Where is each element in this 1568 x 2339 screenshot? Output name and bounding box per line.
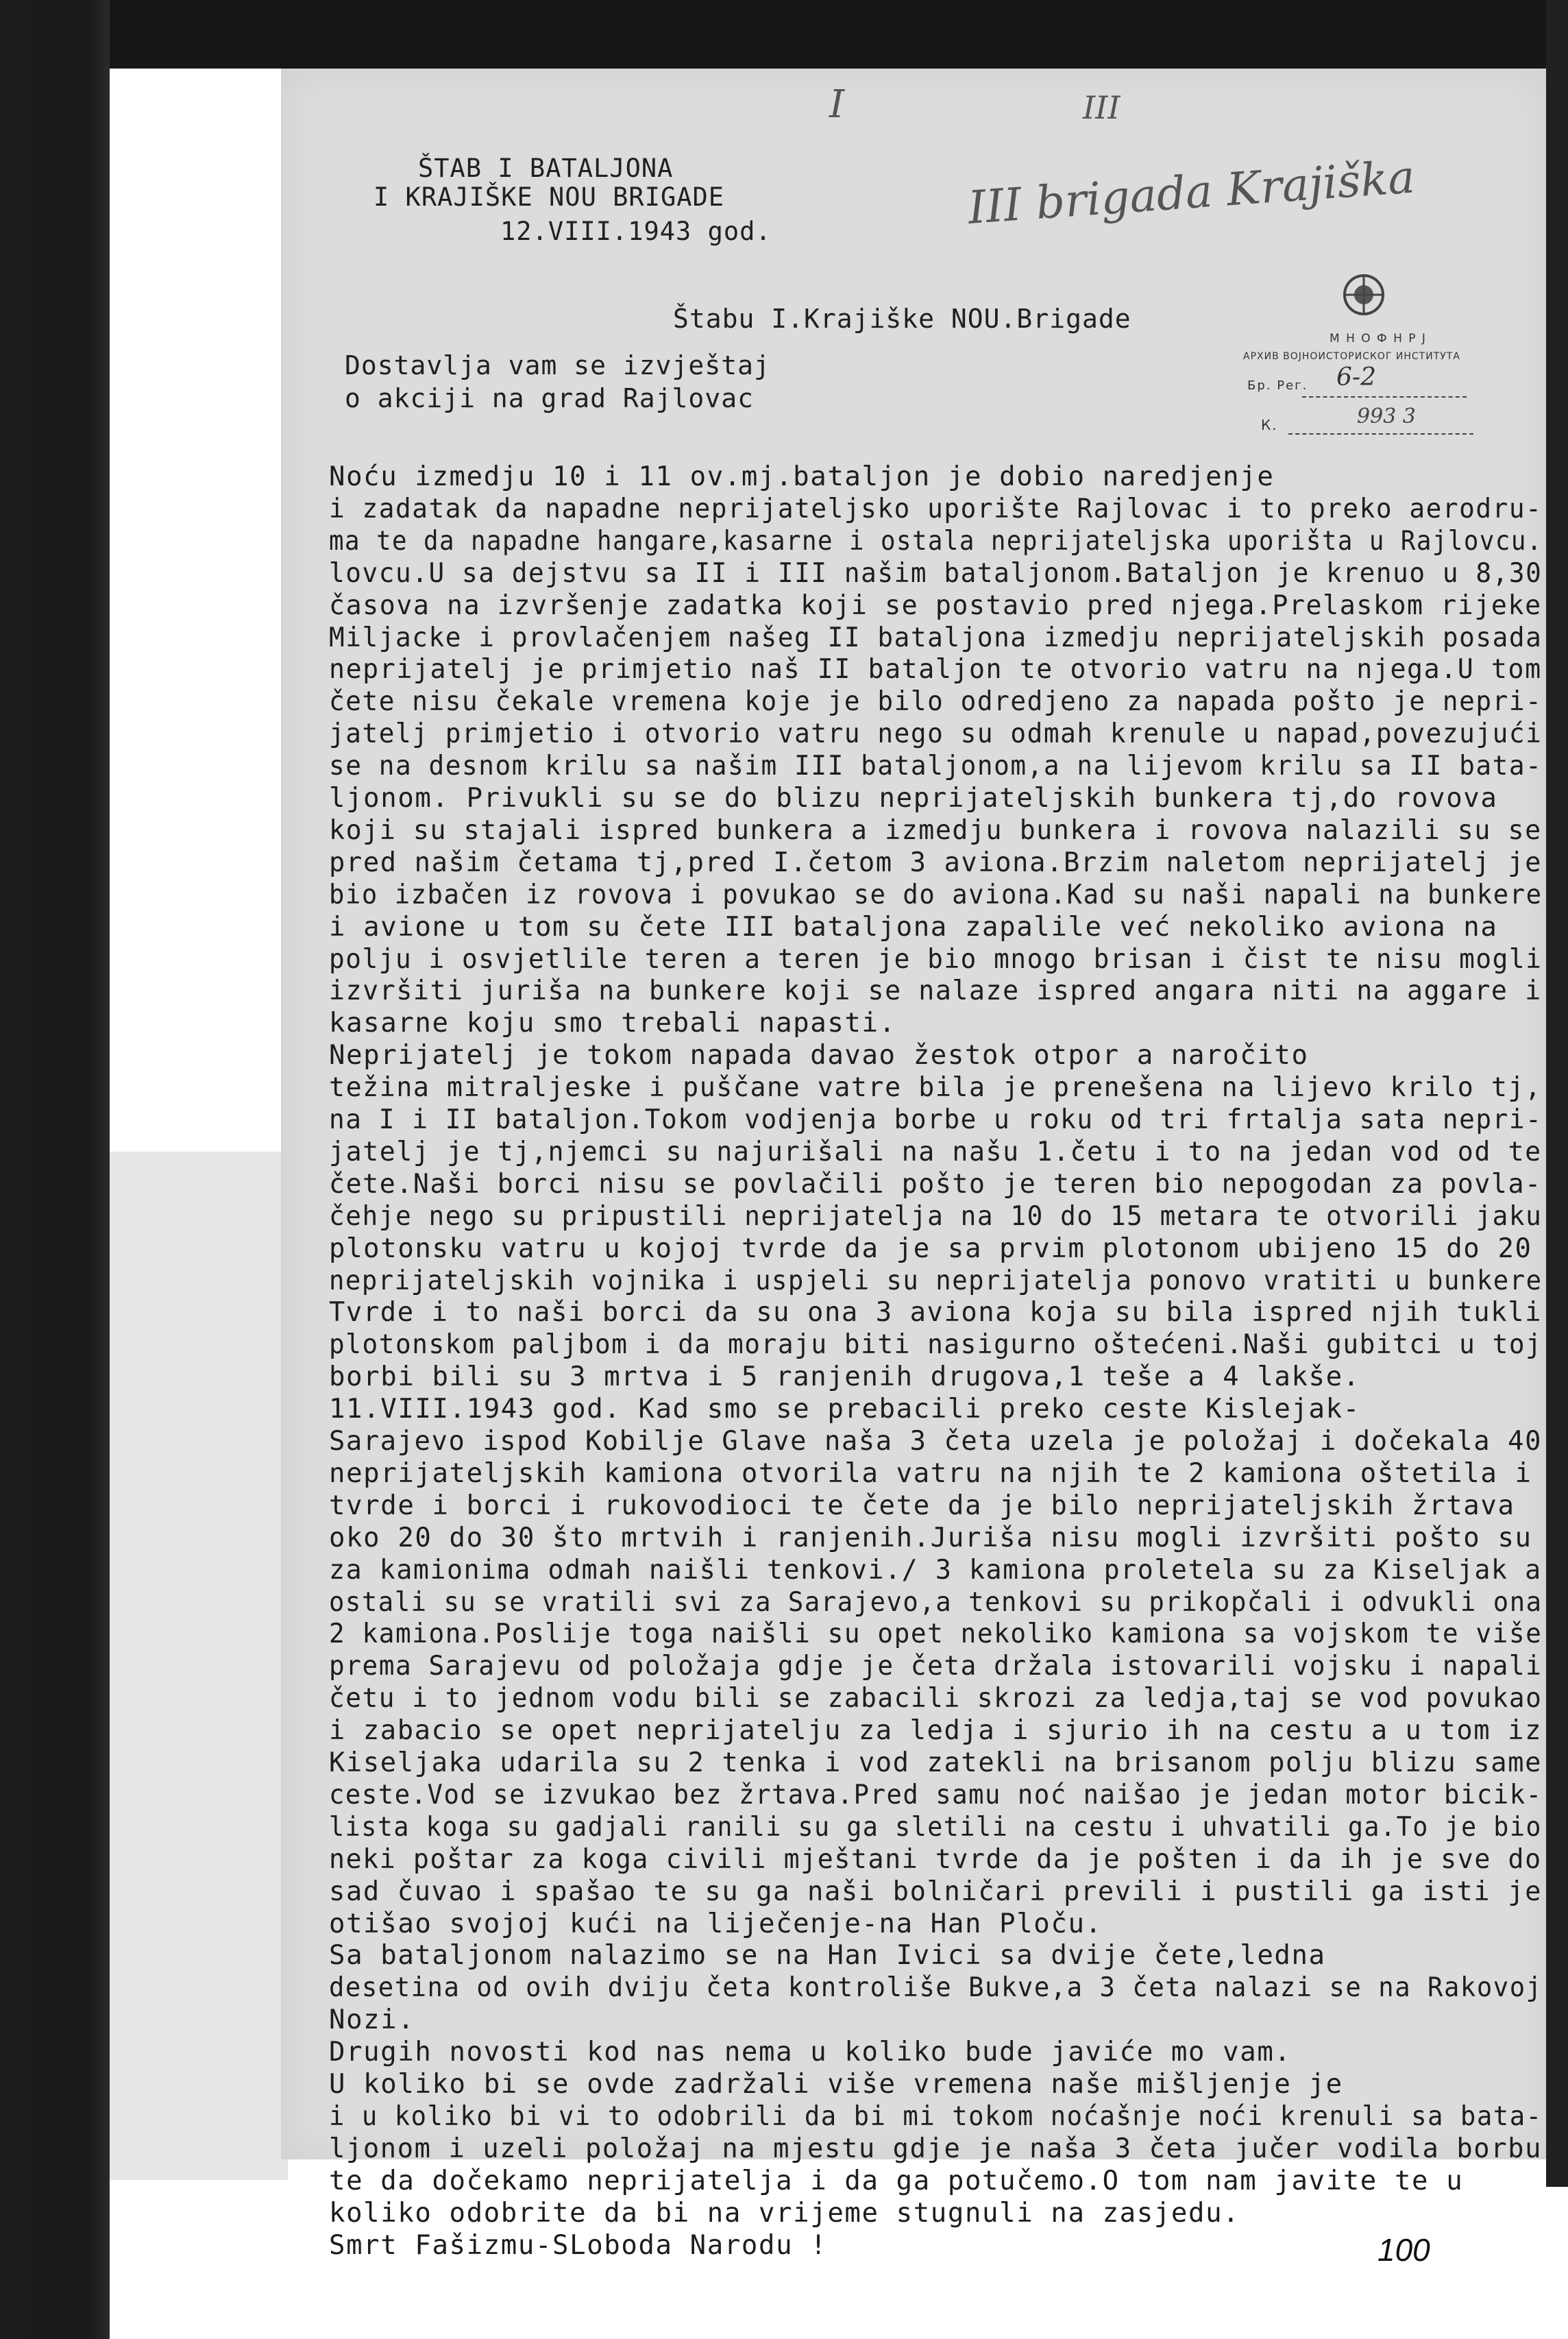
report-line: U koliko bi se ovde zadržali više vremena naše mišljenje je bbox=[329, 2069, 1343, 2100]
report-line: jatelj je tj,njemci su najurišali na našu 1.četu i to na jedan vod od te bbox=[329, 1136, 1542, 1167]
report-line: Sa bataljonom nalazimo se na Han Ivici sa dvije čete,ledna bbox=[329, 1940, 1326, 1972]
report-line: ma te da napadne hangare,kasarne i ostala neprijateljska uporišta u Rajlovcu. bbox=[329, 525, 1543, 557]
stamp-reg-value: 6-2 bbox=[1336, 363, 1376, 391]
report-line: te da dočekamo neprijatelja i da ga potučemo.O tom nam javite te u bbox=[329, 2165, 1464, 2196]
adjacent-page-edge bbox=[110, 1152, 288, 2180]
report-line: časova na izvršenje zadatka koji se postavio pred njega.Prelaskom rijeke bbox=[329, 590, 1542, 621]
report-line: se na desnom krilu sa našim III bataljonom,a na lijevom krilu sa II bata- bbox=[329, 751, 1543, 782]
report-line: ljonom i uzeli položaj na mjestu gdje je naša 3 četa jučer vodila borbu bbox=[329, 2133, 1543, 2164]
handwritten-note: III brigada Krajiška bbox=[966, 150, 1417, 234]
report-line: tvrde i borci i rukovodioci te čete da je bilo neprijateljskih žrtava bbox=[329, 1490, 1515, 1521]
report-line: težina mitraljeske i puščane vatre bila je prenešena na lijevo krilo tj, bbox=[329, 1072, 1542, 1104]
report-line: ostali su se vratili svi za Sarajevo,a tenkovi su prikopčali i odvukli ona bbox=[329, 1586, 1543, 1618]
stamp-emblem-icon bbox=[1330, 260, 1412, 329]
report-line: kasarne koju smo trebali napasti. bbox=[329, 1008, 896, 1039]
report-line: plotonskom paljbom i da moraju biti nasigurno oštećeni.Naši gubitci u toj bbox=[329, 1329, 1543, 1361]
addressee: Štabu I.Krajiške NOU.Brigade bbox=[673, 304, 1131, 334]
report-line: Smrt Fašizmu-SLoboda Narodu ! bbox=[329, 2229, 828, 2261]
stamp-k-value: 993 3 bbox=[1357, 404, 1416, 428]
report-line: izvršiti juriša na bunkere koji se nalaze ispred angara niti na aggare i bbox=[329, 975, 1542, 1007]
report-line: neki poštar za koga civili mještani tvrde da je pošten i da ih je sve do bbox=[329, 1843, 1542, 1875]
stamp-line-1: М Н О Ф Н Р Ј bbox=[1330, 332, 1427, 346]
scan-border-top bbox=[0, 0, 1568, 69]
stamp-reg-label: Бр. Рег. bbox=[1247, 378, 1308, 393]
report-line: neprijateljskih vojnika i uspjeli su neprijatelja ponovo vratiti u bunkere bbox=[329, 1265, 1543, 1296]
report-line: Neprijatelj je tokom napada davao žestok otpor a naročito bbox=[329, 1040, 1309, 1071]
report-line: koji su stajali ispred bunkera a izmedju bunkera i rovova nalazili su se bbox=[329, 814, 1542, 846]
report-line: Noću izmedju 10 i 11 ov.mj.bataljon je dobio naredjenje bbox=[329, 461, 1275, 492]
report-line: borbi bili su 3 mrtva i 5 ranjenih drugova,1 teše a 4 lakše. bbox=[329, 1361, 1360, 1393]
subject-line-1: Dostavlja vam se izvještaj bbox=[345, 350, 770, 380]
report-line: ljonom. Privukli su se do blizu neprijateljskih bunkera tj,do rovova bbox=[329, 783, 1498, 814]
header-date: 12.VIII.1943 god. bbox=[500, 217, 772, 246]
report-line: Nozi. bbox=[329, 2004, 415, 2036]
archive-stamp bbox=[1240, 260, 1501, 452]
page-number: 100 bbox=[1377, 2232, 1430, 2268]
handwritten-mark-1: I bbox=[829, 82, 845, 127]
stamp-line-2: АРХИВ ВОЈНОИСТОРИСКОГ ИНСТИТУТА bbox=[1243, 351, 1460, 362]
report-line: prema Sarajevu od položaja gdje je četa držala istovarili vojsku i napali bbox=[329, 1651, 1543, 1682]
report-line: pred našim četama tj,pred I.četom 3 aviona.Brzim naletom neprijatelj je bbox=[329, 847, 1543, 878]
report-line: plotonsku vatru u kojoj tvrde da je sa prvim plotonom ubijeno 15 do 20 bbox=[329, 1233, 1532, 1264]
header-line-1: ŠTAB I BATALJONA bbox=[418, 154, 674, 183]
stamp-k-line bbox=[1288, 433, 1473, 435]
report-line: čete.Naši borci nisu se povlačili pošto je teren bio nepogodan za povla- bbox=[329, 1168, 1542, 1200]
report-line: neprijatelj je primjetio naš II bataljon te otvorio vatru na njega.U tom bbox=[329, 654, 1542, 686]
report-line: Tvrde i to naši borci da su ona 3 aviona koja su bila ispred njih tukli bbox=[329, 1297, 1543, 1329]
scan-border-right bbox=[1546, 0, 1568, 2187]
report-line: oko 20 do 30 što mrtvih i ranjenih.Juriša nisu mogli izvršiti pošto su bbox=[329, 1522, 1532, 1553]
handwritten-mark-2: III bbox=[1083, 89, 1120, 126]
report-line: čete nisu čekale vremena koje je bilo odredjeno za napada pošto je nepri- bbox=[329, 686, 1543, 718]
report-line: Kiseljaka udarila su 2 tenka i vod zatekli na brisanom polju blizu same bbox=[329, 1747, 1543, 1778]
report-line: desetina od ovih dviju četa kontroliše Bukve,a 3 četa nalazi se na Rakovoj bbox=[329, 1972, 1543, 2004]
scan-border-left bbox=[0, 0, 110, 2339]
report-line: i zabacio se opet neprijatelju za ledja i sjurio ih na cestu a u tom iz bbox=[329, 1715, 1543, 1747]
report-line: i u koliko bi vi to odobrili da bi mi tokom noćašnje noći krenuli sa bata- bbox=[329, 2100, 1543, 2132]
report-line: na I i II bataljon.Tokom vodjenja borbe u roku od tri frtalja sata nepri- bbox=[329, 1104, 1543, 1135]
stamp-reg-line bbox=[1302, 396, 1467, 398]
report-line: za kamionima odmah naišli tenkovi./ 3 kamiona proletela su za Kiseljak a bbox=[329, 1554, 1542, 1586]
report-line: 2 kamiona.Poslije toga naišli su opet nekoliko kamiona sa vojskom te više bbox=[329, 1619, 1543, 1650]
header-line-2: I KRAJIŠKE NOU BRIGADE bbox=[373, 182, 725, 212]
report-line: lista koga su gadjali ranili su ga sletili na cestu i uhvatili ga.To je bio bbox=[329, 1811, 1543, 1843]
report-line: četu i to jednom vodu bili se zabacili skrozi za ledja,taj se vod povukao bbox=[329, 1683, 1543, 1714]
subject-line-2: o akciji na grad Rajlovac bbox=[345, 383, 754, 413]
report-line: čehje nego su pripustili neprijatelja na 10 do 15 metara te otvorili jaku bbox=[329, 1200, 1543, 1232]
report-line: 11.VIII.1943 god. Kad smo se prebacili preko ceste Kislejak- bbox=[329, 1394, 1360, 1425]
report-line: otišao svojoj kući na liječenje-na Han Ploču. bbox=[329, 1908, 1103, 1939]
stamp-k-label: К. bbox=[1261, 417, 1278, 433]
report-line: neprijateljskih kamiona otvorila vatru na njih te 2 kamiona oštetila i bbox=[329, 1457, 1532, 1489]
report-line: Miljacke i provlačenjem našeg II bataljona izmedju neprijateljskih posada bbox=[329, 622, 1543, 653]
report-line: i avione u tom su čete III bataljona zapalile već nekoliko aviona na bbox=[329, 911, 1498, 943]
report-line: polju i osvjetlile teren a teren je bio mnogo brisan i čist te nisu mogli bbox=[329, 943, 1543, 975]
report-line: bio izbačen iz rovova i povukao se do aviona.Kad su naši napali na bunkere bbox=[329, 879, 1543, 910]
report-line: sad čuvao i spašao te su ga naši bolničari previli i pustili ga isti je bbox=[329, 1876, 1543, 1907]
report-line: i zadatak da napadne neprijateljsko uporište Rajlovac i to preko aerodru- bbox=[329, 493, 1543, 524]
report-line: jatelj primjetio i otvorio vatru nego su odmah krenule u napad,povezujući bbox=[329, 718, 1543, 750]
report-line: koliko odobrite da bi na vrijeme stugnuli na zasjedu. bbox=[329, 2197, 1240, 2229]
report-line: Drugih novosti kod nas nema u koliko bude javiće mo vam. bbox=[329, 2037, 1292, 2068]
report-line: ceste.Vod se izvukao bez žrtava.Pred samu noć naišao je jedan motor bicik- bbox=[329, 1779, 1543, 1810]
report-line: lovcu.U sa dejstvu sa II i III našim bataljonom.Bataljon je krenuo u 8,30 bbox=[329, 557, 1543, 589]
report-line: Sarajevo ispod Kobilje Glave naša 3 četa uzela je položaj i dočekala 40 bbox=[329, 1426, 1543, 1457]
